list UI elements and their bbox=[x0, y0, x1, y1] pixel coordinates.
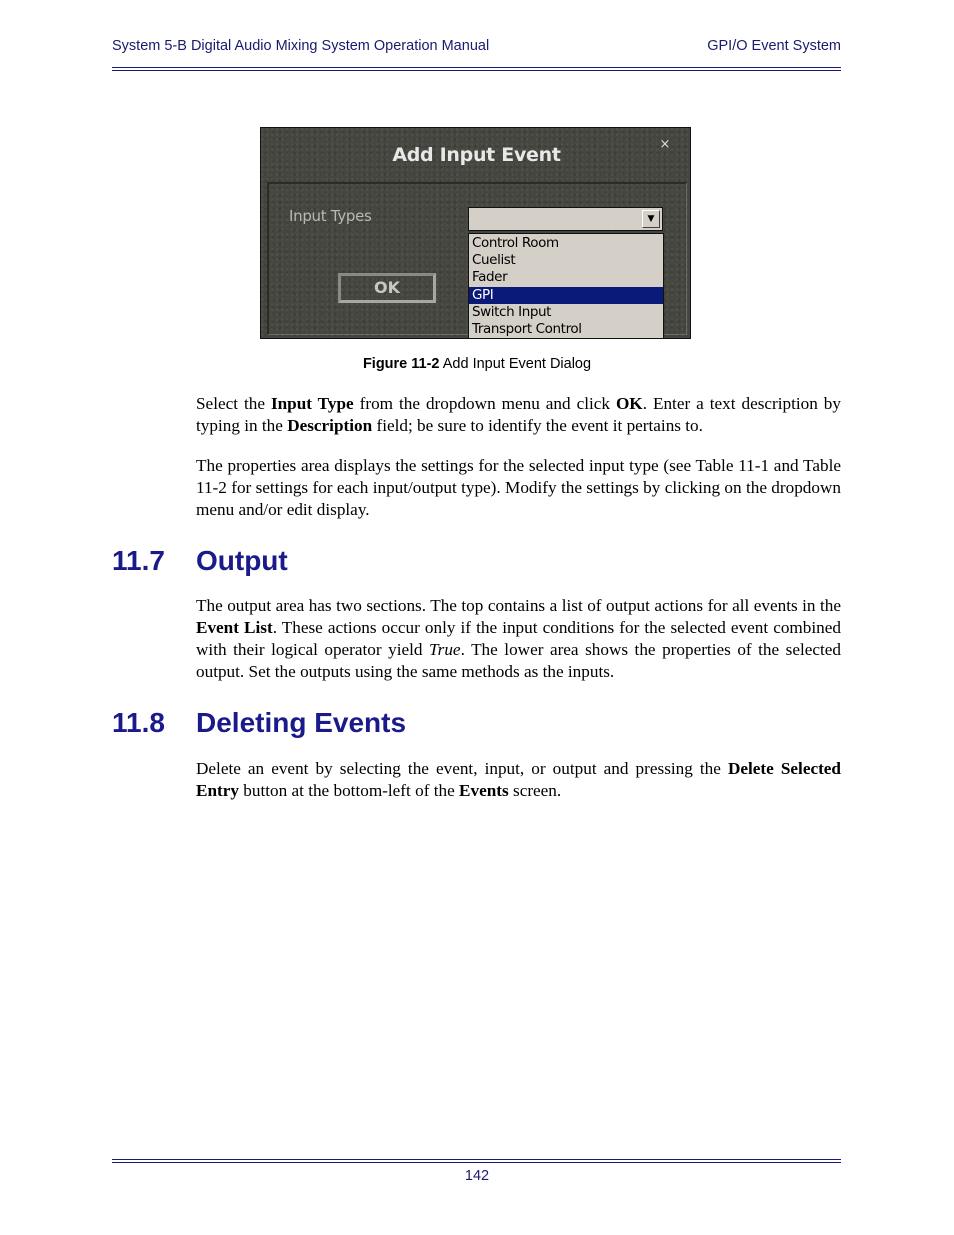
italic-term-true: True bbox=[429, 640, 461, 659]
header-manual-title: System 5-B Digital Audio Mixing System Operation Manual bbox=[112, 38, 490, 54]
bold-term-description: Description bbox=[287, 416, 373, 435]
ok-button[interactable]: OK bbox=[338, 273, 436, 303]
text-run: . Enter a text description by typing in the bbox=[196, 394, 841, 435]
page-number: 142 bbox=[464, 1168, 490, 1184]
footer-rule bbox=[112, 1159, 841, 1160]
dialog-title: Add Input Event bbox=[392, 144, 561, 166]
dropdown-option-control-room[interactable]: Control Room bbox=[472, 235, 559, 251]
section-heading-deleting-events bbox=[112, 707, 406, 739]
paragraph-properties-area: The properties area displays the settings for the selected input type (see Table 11-1 and Table 11-2 for settings for each input/output type). Modify the settings by clicking on the dropdown menu and/or edit display. bbox=[196, 456, 841, 519]
section-number: 11.8 bbox=[112, 707, 165, 738]
text-run: Select the bbox=[196, 394, 271, 413]
text-run: from the dropdown menu and click bbox=[353, 394, 616, 413]
input-types-dropdown-list bbox=[468, 233, 664, 339]
header-rule bbox=[112, 67, 841, 68]
section-title: Deleting Events bbox=[196, 707, 407, 738]
dropdown-option-fader[interactable]: Fader bbox=[472, 269, 508, 286]
header-chapter-title: GPI/O Event System bbox=[707, 38, 841, 54]
add-input-event-dialog-screenshot bbox=[260, 127, 691, 339]
input-types-select[interactable] bbox=[468, 207, 663, 231]
dropdown-option-transport-control[interactable]: Transport Control bbox=[472, 320, 582, 337]
section-heading-output bbox=[112, 545, 288, 577]
dropdown-option-cuelist[interactable]: Cuelist bbox=[472, 252, 516, 269]
header-rule-2 bbox=[112, 70, 841, 71]
chevron-down-icon[interactable]: ▼ bbox=[642, 210, 660, 228]
bold-term-delete-selected-entry: Delete Selected Entry bbox=[196, 759, 841, 800]
close-icon[interactable]: × bbox=[659, 137, 671, 152]
text-run: . These actions occur only if the input conditions for the selected event combined with their logical operator yield bbox=[196, 618, 841, 659]
section-title: Output bbox=[196, 545, 288, 576]
footer-rule-2 bbox=[112, 1162, 841, 1163]
bold-term-event-list: Event List bbox=[196, 618, 273, 637]
figure-caption bbox=[0, 356, 954, 372]
dropdown-option-switch-input[interactable]: Switch Input bbox=[472, 303, 552, 320]
figure-number: Figure 11-2 bbox=[362, 356, 440, 372]
bold-term-events: Events bbox=[459, 781, 509, 800]
text-run: The output area has two sections. The top contains a list of output actions for all events in the bbox=[196, 596, 841, 615]
figure-caption-text: Add Input Event Dialog bbox=[442, 356, 592, 372]
bold-term-input-type: Input Type bbox=[270, 394, 354, 413]
section-number: 11.7 bbox=[112, 545, 165, 576]
paragraph-output-area bbox=[196, 595, 841, 683]
dropdown-option-gpi[interactable]: GPI bbox=[469, 287, 663, 304]
paragraph-deleting-events bbox=[196, 758, 841, 802]
input-types-label: Input Types bbox=[289, 207, 372, 225]
bold-term-ok: OK bbox=[615, 394, 643, 413]
text-run: Delete an event by selecting the event, input, or output and pressing the bbox=[196, 759, 728, 778]
text-run: screen. bbox=[508, 781, 562, 800]
text-run: . The lower area shows the properties of the selected output. Set the outputs using the same methods as the inputs. bbox=[196, 640, 842, 681]
text-run: field; be sure to identify the event it pertains to. bbox=[372, 416, 703, 435]
text-run: button at the bottom-left of the bbox=[238, 781, 460, 800]
paragraph-input-type bbox=[196, 393, 841, 437]
